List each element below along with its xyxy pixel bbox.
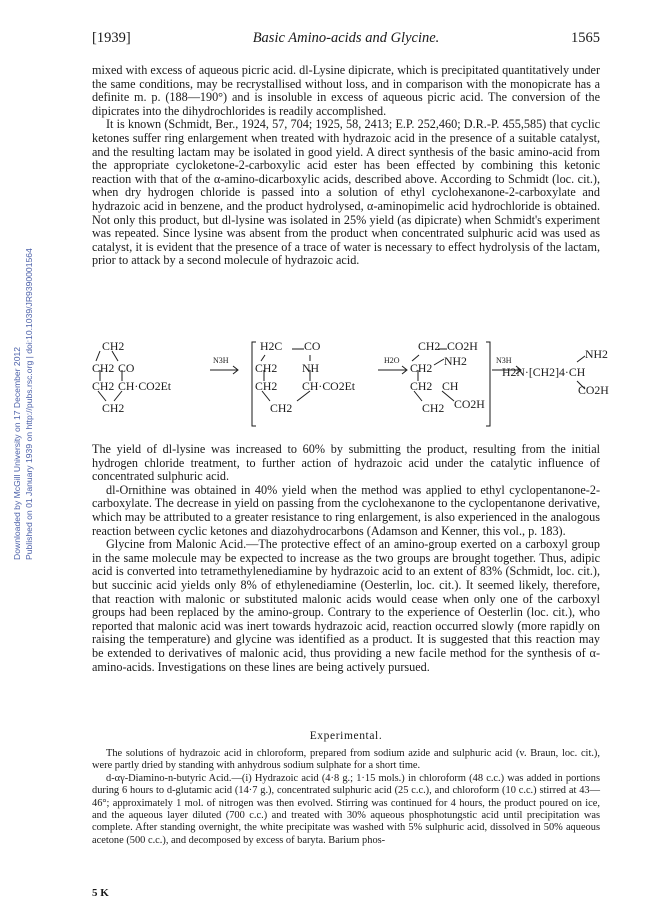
m2-ch2-left: CH2 — [255, 361, 278, 375]
m1-ch2-bottom: CH2 — [102, 401, 125, 415]
m3-co2h-bottom: CO2H — [454, 397, 485, 411]
m3-ch2-lower: CH2 — [410, 379, 433, 393]
download-note: Downloaded by McGill University on 17 December 2012 — [12, 346, 22, 560]
paragraph-3: The yield of dl-lysine was increased to 60% by submitting the product, resulting from the initial hydrogen chloride treatment, to further action of hydrazoic acid under the catalytic influence of concentrated sulphuric acid. — [92, 442, 600, 484]
reaction-scheme — [92, 339, 609, 435]
m4-co2h: CO2H — [578, 383, 609, 397]
m1-ch2-left: CH2 — [92, 361, 115, 375]
paragraph-1: mixed with excess of aqueous picric acid. dl-Lysine dipicrate, which is precipitated quantitatively under the same conditions, may be recrystallised without loss, and in comparison with the monopicrate has a definite m. p. (188—190°) and is insoluble in excess of aqueous picric acid. The conversion of the dipicrates into the dihydrochlorides is readily accomplished. — [92, 63, 600, 118]
experimental-section — [92, 730, 600, 847]
m1-ester: CH·CO2Et — [118, 379, 172, 393]
arrow2-label: H2O — [384, 356, 400, 365]
m2-ester: CH·CO2Et — [302, 379, 356, 393]
section-heading: Experimental. — [309, 730, 383, 742]
arrow1-label: N3H — [213, 356, 229, 365]
m3-co2h-top: CO2H — [447, 339, 478, 353]
page-number: 1565 — [571, 30, 600, 46]
m2-ch2-bottom: CH2 — [270, 401, 293, 415]
m2-h2c: H2C — [260, 339, 283, 353]
doi-note: Published on 01 January 1939 on http://pubs.rsc.org | doi:10.1039/JR9390001564 — [24, 248, 34, 560]
header-title: Basic Amino-acids and Glycine. — [252, 30, 440, 46]
m1-ch2-lower: CH2 — [92, 379, 115, 393]
m2-co: CO — [304, 339, 321, 353]
m3-ch: CH — [442, 379, 459, 393]
download-stamp — [12, 40, 34, 560]
signature-mark: 5 K — [92, 887, 109, 899]
header-year: [1939] — [92, 30, 131, 46]
m1-ch2-top: CH2 — [102, 339, 125, 353]
paragraph-5: Glycine from Malonic Acid.—The protective effect of an amino-group exerted on a carboxyl group in the same molecule may be expected to increase as the two groups are brought together. Thus, adipic acid is converted into tetramethylenediamine by hydrazoic acid to an extent of 83% (Schmidt, loc. cit.), but succinic acid yields only 8% of ethylenediamine (Oesterlin, loc. cit.). It seemed likely, therefore, that reaction with malonic or substituted malonic acids would cease when only one of the carboxyl groups had been replaced by the amino-group. Contrary to the experience of Oesterlin (loc. cit.), who reported that malonic acid was inert towards hydrazoic acid, reaction occurred slowly (more rapidly on raising the temperature) and glycine was identified as a product. It is suggested that this reaction may be extended to derivatives of malonic acid, thus providing a new facile method for the synthesis of α-amino-acids. Investigations on these lines are being actively pursued. — [92, 537, 600, 674]
m3-nh2: NH2 — [444, 354, 467, 368]
m3-ch2-bottom: CH2 — [422, 401, 445, 415]
paragraph-6: The solutions of hydrazoic acid in chloroform, prepared from sodium azide and sulphuric acid (v. Braun, loc. cit.), were partly dried by standing with anhydrous sodium sulphate for a short time. — [92, 748, 600, 772]
m2-ch2-lower: CH2 — [255, 379, 278, 393]
m2-nh: NH — [302, 361, 320, 375]
text-block-upper — [92, 64, 600, 268]
paragraph-7: d-αγ-Diamino-n-butyric Acid.—(i) Hydrazoic acid (4·8 g.; 1·15 mols.) in chloroform (48 c.c.) was added in portions during 6 hours to d-glutamic acid (14·7 g.), concentrated sulphuric acid (25 c.c.), and chloroform (10 c.c.) stirred at 43—46°; approximately 1 mol. of nitrogen was then evolved. Stirring was continued for 4 hours, the product poured on ice, and the aqueous layer diluted (700 c.c.) and treated with 30% aqueous phosphotungstic acid until precipitation was complete. After standing overnight, the white precipitate was washed with 5% sulphuric acid, dissolved in 50% aqueous acetone (500 c.c.), and decomposed by excess of baryta. Barium phos- — [92, 772, 600, 846]
m3-ch2-left: CH2 — [410, 361, 433, 375]
m3-ch2-top: CH2 — [418, 339, 441, 353]
m4-nh2: NH2 — [585, 347, 608, 361]
paragraph-2: It is known (Schmidt, Ber., 1924, 57, 704; 1925, 58, 2413; E.P. 252,460; D.R.-P. 455,585) that cyclic ketones suffer ring enlargement when treated with hydrazoic acid in the presence of a suitable catalyst, and the resulting lactam may be isolated in good yield. A direct synthesis of the basic amino-acid from the appropriate cycloketone-2-carboxylic acid ester has been effected by combining this ketonic reaction with that of the α-amino-dicarboxylic acids, described above. According to Schmidt (loc. cit.), when dry hydrogen chloride is passed into a solution of ethyl cyclohexanone-2-carboxylate and hydrazoic acid in benzene, and the product hydrolysed, α-aminopimelic acid hydrochloride is obtained. Not only this product, but dl-lysine was isolated in 25% yield (as dipicrate) when Schmidt's experiment was repeated. Since lysine was absent from the product when concentrated sulphuric acid was used as catalyst, it is evident that the presence of a trace of water is necessary to effect hydrolysis of the lactam, prior to attack by a second molecule of hydrazoic acid. — [92, 117, 600, 268]
running-header — [92, 30, 600, 52]
paragraph-4: dl-Ornithine was obtained in 40% yield when the method was applied to ethyl cyclopentanone-2-carboxylate. The decrease in yield on passing from the cyclohexanone to the cyclopentanone derivative, which may be attributed to a greater resistance to ring enlargement, is also experienced in the analogous reaction between cyclic ketones and diazohydrocarbons (Adamson and Kenner, this vol., p. 183). — [92, 482, 600, 538]
arrow3-label: N3H — [496, 356, 512, 365]
m1-co: CO — [118, 361, 135, 375]
text-block-lower — [92, 443, 600, 674]
m4-chain: H2N·[CH2]4·CH — [502, 365, 586, 379]
